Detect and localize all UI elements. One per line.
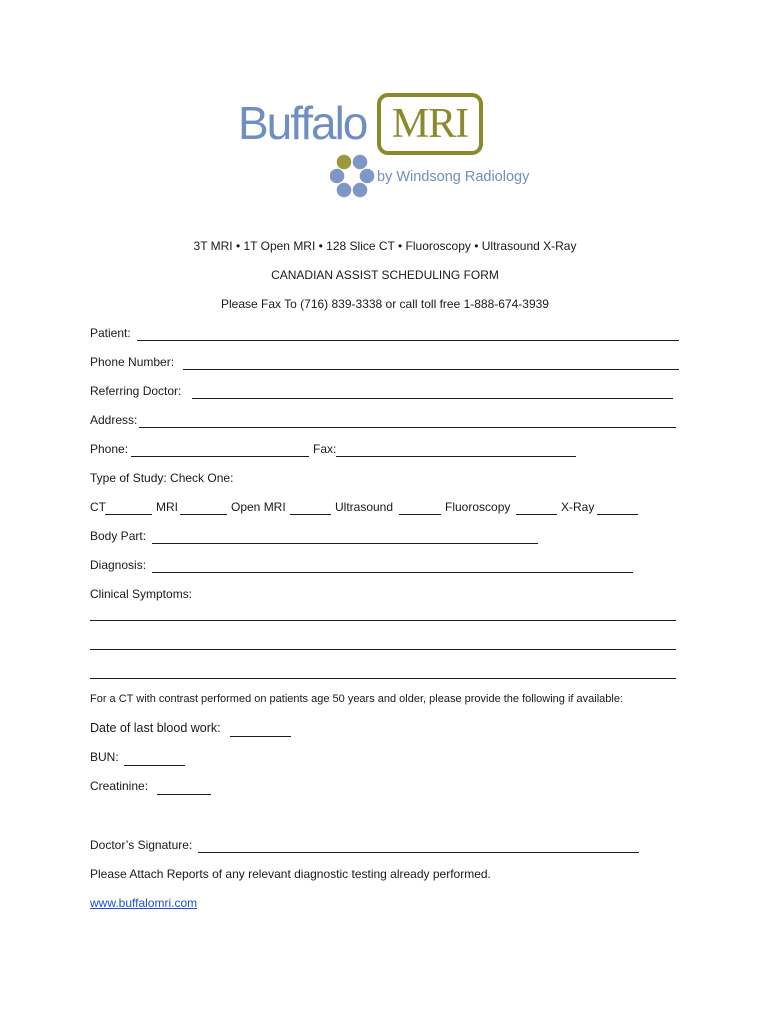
- phone-field[interactable]: [131, 456, 309, 457]
- logo-name-mri: MRI: [391, 101, 469, 147]
- hexagon-circles-icon: [330, 154, 375, 198]
- study-option-ct: CT: [90, 500, 106, 514]
- study-option-ultrasound: Ultrasound: [335, 500, 394, 514]
- study-ultrasound-checkbox[interactable]: [399, 514, 441, 515]
- patient-label: Patient:: [90, 326, 131, 340]
- creatinine-label: Creatinine:: [90, 779, 149, 793]
- signature-label: Doctor’s Signature:: [90, 838, 193, 852]
- blood-work-label: Date of last blood work:: [90, 721, 221, 735]
- phone-label: Phone:: [90, 442, 129, 456]
- type-of-study-label: Type of Study: Check One:: [90, 471, 234, 485]
- patient-field[interactable]: [137, 340, 679, 341]
- fax-label: Fax:: [313, 442, 337, 456]
- contrast-note: For a CT with contrast performed on patients age 50 years and older, please provide the following if available:: [90, 693, 623, 705]
- clinical-symptoms-line-1[interactable]: [90, 620, 676, 621]
- buffalo-mri-logo: [238, 90, 538, 202]
- services-line: 3T MRI • 1T Open MRI • 128 Slice CT • Fluoroscopy • Ultrasound X-Ray: [193, 239, 577, 253]
- website-link[interactable]: www.buffalomri.com: [90, 896, 198, 910]
- bun-label: BUN:: [90, 750, 119, 764]
- study-option-x-ray: X-Ray: [561, 500, 595, 514]
- clinical-symptoms-line-2[interactable]: [90, 649, 676, 650]
- study-ct-checkbox[interactable]: [105, 514, 152, 515]
- signature-field[interactable]: [198, 852, 639, 853]
- referring-doctor-field[interactable]: [192, 398, 673, 399]
- study-option-mri: MRI: [156, 500, 178, 514]
- form-title: CANADIAN ASSIST SCHEDULING FORM: [271, 268, 499, 282]
- diagnosis-label: Diagnosis:: [90, 558, 147, 572]
- address-field[interactable]: [139, 427, 676, 428]
- study-option-open-mri: Open MRI: [231, 500, 286, 514]
- bun-field[interactable]: [124, 765, 185, 766]
- study-fluoroscopy-checkbox[interactable]: [516, 514, 557, 515]
- body-part-label: Body Part:: [90, 529, 147, 543]
- blood-work-field[interactable]: [230, 736, 291, 737]
- study-open-mri-checkbox[interactable]: [290, 514, 331, 515]
- body-part-field[interactable]: [152, 543, 538, 544]
- study-mri-checkbox[interactable]: [180, 514, 227, 515]
- creatinine-field[interactable]: [157, 794, 211, 795]
- fax-instructions: Please Fax To (716) 839-3338 or call toll free 1-888-674-3939: [221, 297, 549, 311]
- phone-number-label: Phone Number:: [90, 355, 175, 369]
- logo-tagline: by Windsong Radiology: [377, 169, 530, 185]
- logo-name-buffalo: Buffalo: [238, 97, 367, 149]
- clinical-symptoms-line-3[interactable]: [90, 678, 676, 679]
- fax-field[interactable]: [336, 456, 576, 457]
- address-label: Address:: [90, 413, 138, 427]
- attach-reports-note: Please Attach Reports of any relevant diagnostic testing already performed.: [90, 867, 491, 881]
- referring-doctor-label: Referring Doctor:: [90, 384, 182, 398]
- clinical-symptoms-label: Clinical Symptoms:: [90, 587, 193, 601]
- phone-number-field[interactable]: [183, 369, 679, 370]
- study-option-fluoroscopy: Fluoroscopy: [445, 500, 511, 514]
- study-x-ray-checkbox[interactable]: [597, 514, 638, 515]
- logo-mri-box: [377, 93, 483, 155]
- diagnosis-field[interactable]: [152, 572, 633, 573]
